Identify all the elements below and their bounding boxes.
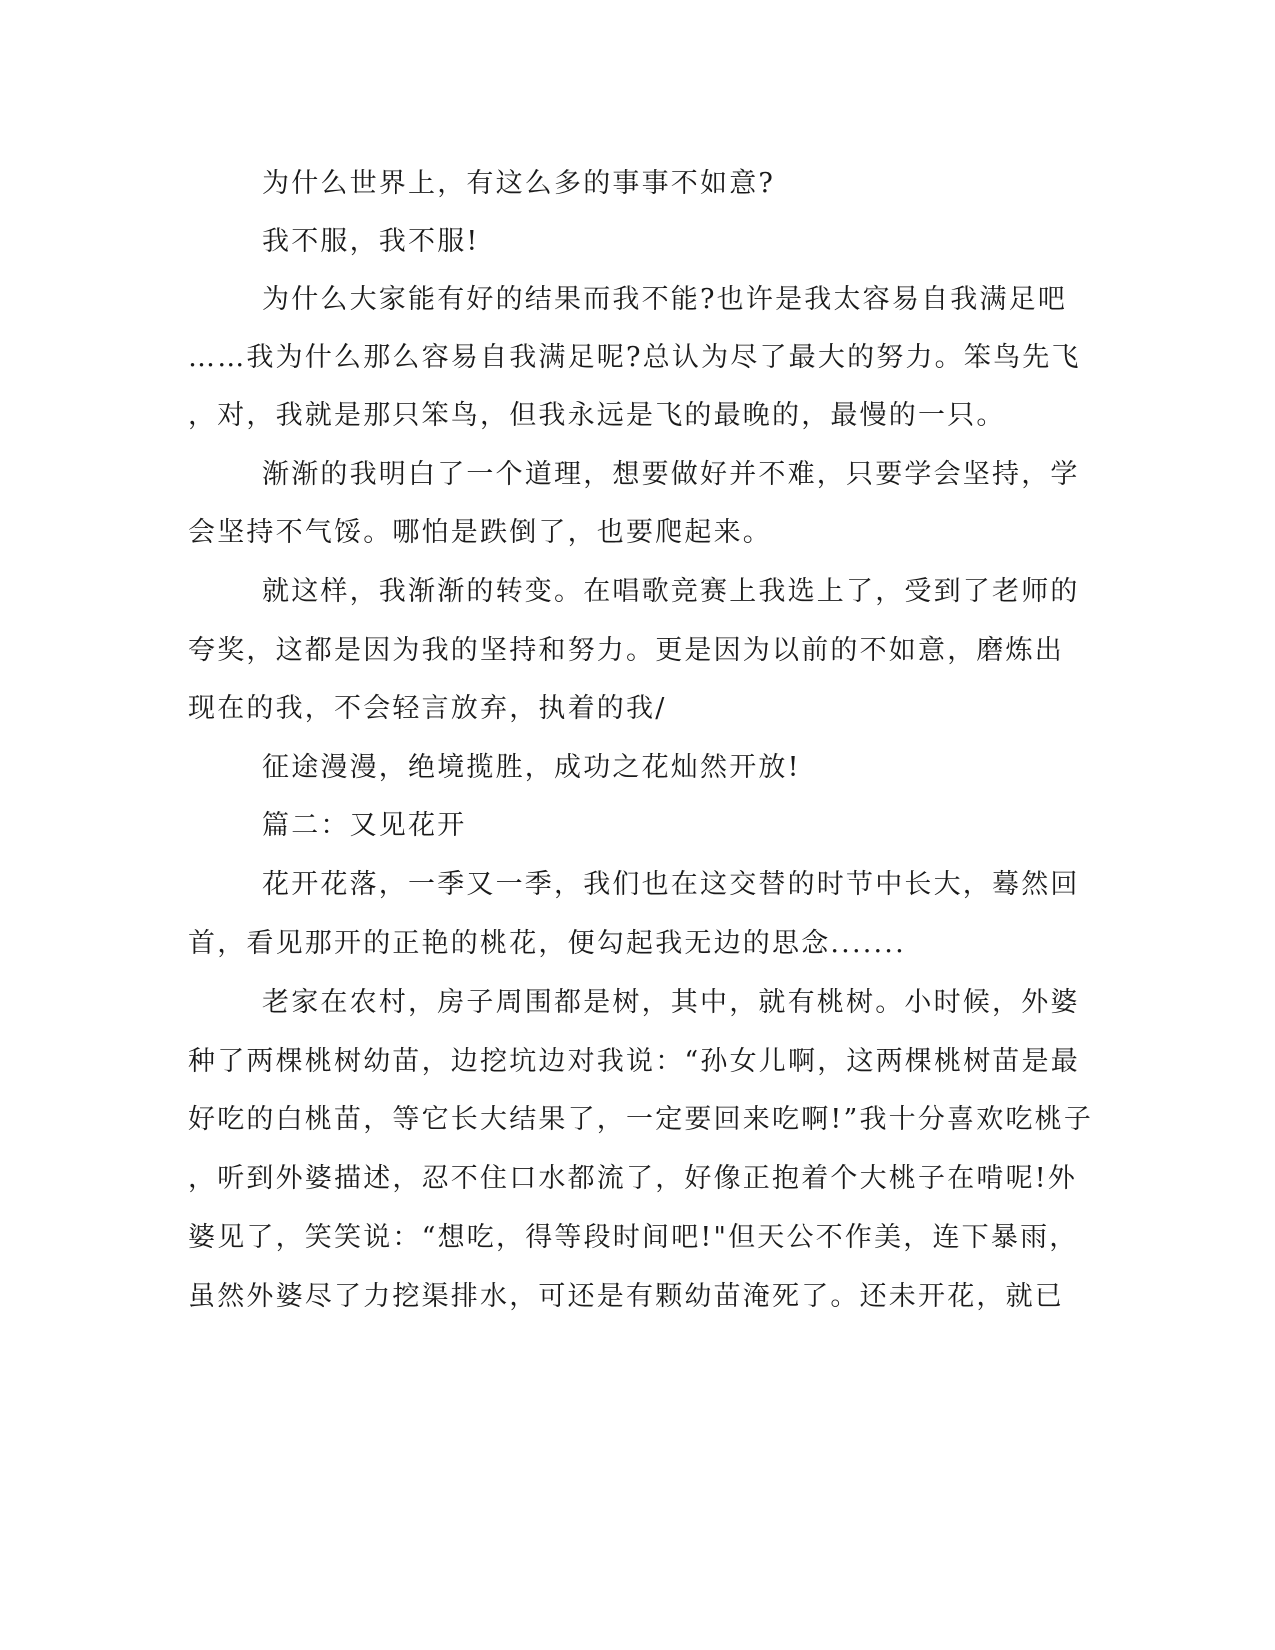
text-line: 就这样，我渐渐的转变。在唱歌竞赛上我选上了，受到了老师的: [262, 576, 1080, 607]
text-line: 为什么世界上，有这么多的事事不如意?: [262, 168, 776, 199]
text-line: 现在的我，不会轻言放弃，执着的我/: [188, 693, 667, 724]
text-line: 会坚持不气馁。哪怕是跌倒了，也要爬起来。: [188, 517, 772, 548]
text-line: 种了两棵桃树幼苗，边挖坑边对我说：“孙女儿啊，这两棵桃树苗是最: [188, 1046, 1081, 1077]
text-line: ，听到外婆描述，忍不住口水都流了，好像正抱着个大桃子在啃呢!外: [188, 1163, 1078, 1194]
text-line: 首，看见那开的正艳的桃花，便勾起我无边的思念.......: [188, 928, 906, 959]
text-line: 征途漫漫，绝境揽胜，成功之花灿然开放!: [262, 752, 801, 783]
text-line: 老家在农村，房子周围都是树，其中，就有桃树。小时候，外婆: [262, 987, 1080, 1018]
text-line: 花开花落，一季又一季，我们也在这交替的时节中长大，蓦然回: [262, 869, 1080, 900]
text-line: ……我为什么那么容易自我满足呢?总认为尽了最大的努力。笨鸟先飞: [188, 342, 1081, 373]
text-line: 为什么大家能有好的结果而我不能?也许是我太容易自我满足吧: [262, 284, 1068, 315]
text-line: 婆见了，笑笑说：“想吃，得等段时间吧!"但天公不作美，连下暴雨，: [188, 1222, 1079, 1253]
text-line: 夸奖，这都是因为我的坚持和努力。更是因为以前的不如意，磨炼出: [188, 635, 1064, 666]
text-line: 虽然外婆尽了力挖渠排水，可还是有颗幼苗淹死了。还未开花，就已: [188, 1281, 1064, 1312]
section-heading: 篇二：又见花开: [262, 810, 467, 841]
text-line: ，对，我就是那只笨鸟，但我永远是飞的最晚的，最慢的一只。: [188, 400, 1006, 431]
text-line: 好吃的白桃苗，等它长大结果了，一定要回来吃啊!”我十分喜欢吃桃子: [188, 1104, 1094, 1135]
text-line: 渐渐的我明白了一个道理，想要做好并不难，只要学会坚持，学: [262, 459, 1080, 490]
text-line: 我不服，我不服!: [262, 226, 480, 257]
